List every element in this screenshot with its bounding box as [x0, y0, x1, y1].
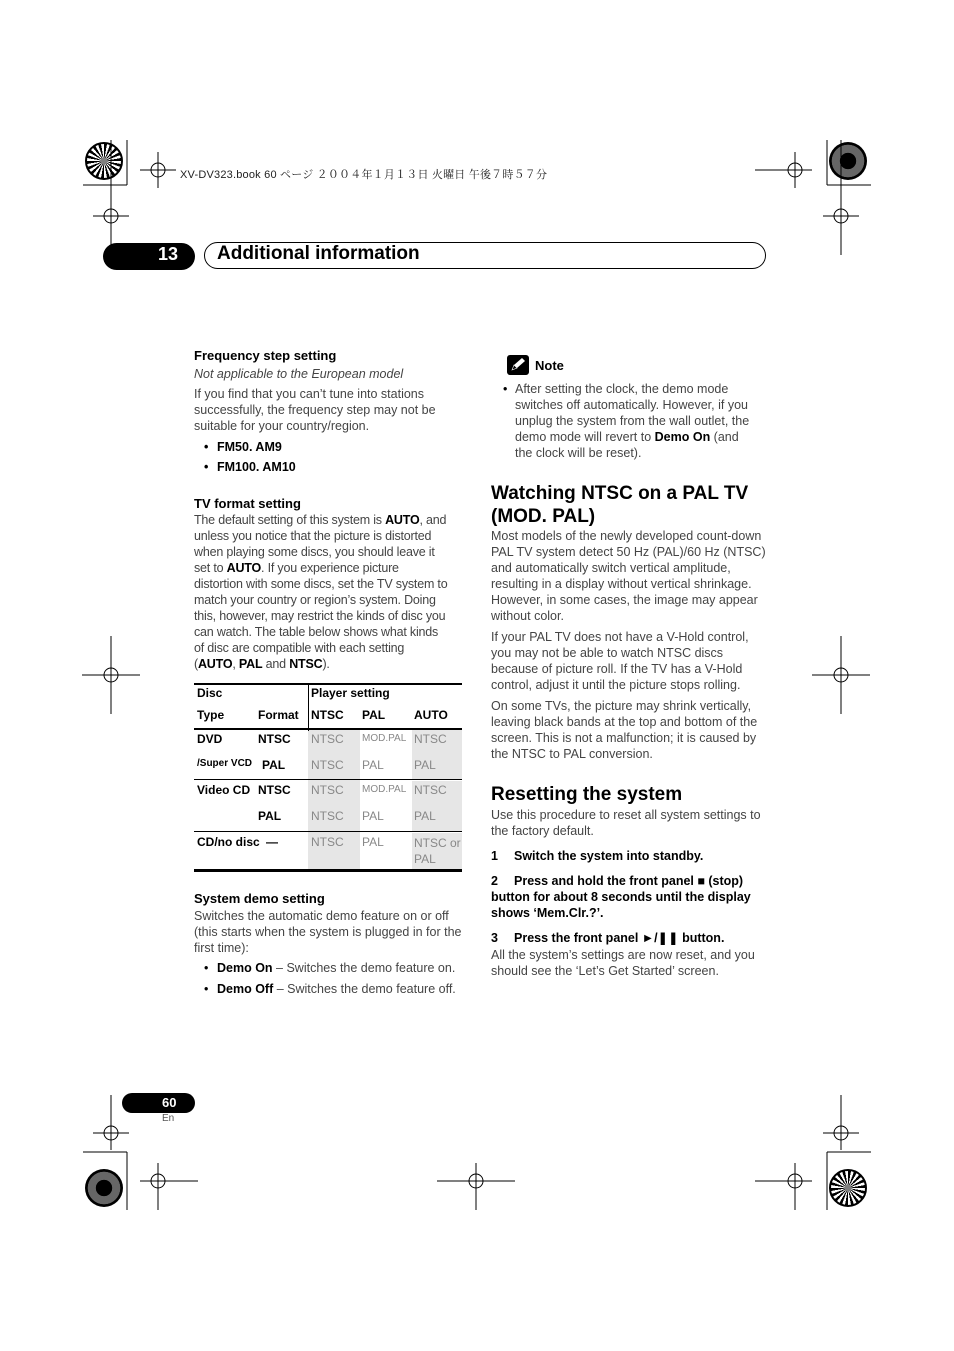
text-line: The default setting of this system is AUTO, and — [194, 513, 447, 527]
text-line: when playing some discs, you should leave it — [194, 545, 435, 559]
reset-intro: Use this procedure to reset all system settings to the factory default. — [491, 808, 761, 838]
cell-pal: MOD.PAL — [362, 784, 407, 795]
cell-ntsc: NTSC — [311, 835, 344, 849]
step-text: Press the front panel ►/❚❚ button. — [514, 931, 725, 945]
cell-format: PAL — [262, 758, 286, 772]
frequency-option: • FM100. AM10 — [204, 460, 296, 474]
registration-target-icon — [85, 142, 123, 180]
reset-step — [491, 873, 767, 921]
demo-body: Switches the automatic demo feature on or off (this starts when the system is plugged in for the first time): — [194, 909, 462, 955]
col-format: Format — [258, 708, 299, 722]
page-number: 60 — [162, 1095, 177, 1110]
step-number: 2 — [491, 874, 498, 888]
cell-format: NTSC — [258, 783, 291, 797]
cell-pal: PAL — [362, 835, 384, 849]
registration-target-icon — [85, 1169, 123, 1207]
text-line: (AUTO, PAL and NTSC). — [194, 657, 330, 671]
col-auto: AUTO — [414, 708, 448, 722]
cell-type: /Super VCD — [197, 758, 253, 769]
text-line: distortion with some discs, set the TV system to — [194, 577, 448, 591]
file-header: XV-DV323.book 60 ページ ２００４年１月１３日 火曜日 午後７時５７分 — [180, 169, 548, 181]
col-type: Type — [197, 708, 225, 722]
text-line: unless you notice that the picture is distorted — [194, 529, 432, 543]
note-title: Note — [535, 358, 564, 373]
text-line: of disc are compatible with each setting — [194, 641, 405, 655]
cell-ntsc: NTSC — [311, 783, 344, 797]
cell-type: DVD — [197, 732, 223, 746]
chapter-title: Additional information — [217, 243, 420, 264]
reset-outro: All the system’s settings are now reset, and you should see the ‘Let’s Get Started’ screen. — [491, 948, 755, 978]
tv-format-body — [194, 512, 470, 672]
frequency-body: If you find that you can’t tune into stations successfully, the frequency step may not be suitable for your country/region. — [194, 387, 436, 433]
note-bullet: • — [503, 382, 508, 396]
cell-type: CD/no disc — [197, 835, 260, 849]
cell-format: NTSC — [258, 732, 291, 746]
col-player-setting: Player setting — [311, 686, 390, 700]
cell-auto: NTSC — [414, 732, 447, 746]
chapter-number: 13 — [158, 244, 179, 264]
ntsc-pal-p1: Most models of the newly developed count-down PAL TV system detect 50 Hz (PAL)/60 Hz (NTSC) and automatically switch vertical amplitude, resulting in a display without vertical shrinkage. However, in some cases, the image may appear without color. — [491, 529, 766, 623]
cell-format: PAL — [258, 809, 282, 823]
step-text: Switch the system into standby. — [514, 849, 704, 863]
step-number: 1 — [491, 849, 498, 863]
note-body — [515, 381, 770, 461]
col-ntsc: NTSC — [311, 708, 344, 722]
cell-ntsc: NTSC — [311, 758, 344, 772]
demo-item-label: Demo On — [217, 961, 273, 975]
frequency-option-label: FM100. AM10 — [217, 460, 296, 474]
cell-type: Video CD — [197, 783, 251, 797]
text-line: After setting the clock, the demo mode — [515, 382, 729, 396]
cell-ntsc: NTSC — [311, 809, 344, 823]
registration-target-icon — [829, 1169, 867, 1207]
frequency-option: • FM50. AM9 — [204, 440, 282, 454]
cell-auto: PAL — [414, 758, 436, 772]
demo-item-desc: – Switches the demo feature off. — [273, 982, 456, 996]
tv-format-table — [194, 683, 462, 873]
reset-step — [491, 848, 767, 864]
cell-pal: PAL — [362, 758, 384, 772]
cell-auto: PAL — [414, 809, 436, 823]
demo-heading: System demo setting — [194, 891, 325, 906]
ntsc-pal-heading-line: Watching NTSC on a PAL TV — [491, 483, 749, 504]
cell-auto: NTSC — [414, 783, 447, 797]
col-disc: Disc — [197, 686, 223, 700]
step-number: 3 — [491, 931, 498, 945]
registration-target-icon — [829, 142, 867, 180]
cell-auto: NTSC or PAL — [414, 836, 461, 866]
ntsc-pal-heading-line: (MOD. PAL) — [491, 506, 596, 527]
cell-ntsc: NTSC — [311, 732, 344, 746]
frequency-heading: Frequency step setting — [194, 348, 337, 363]
text-line: can watch. The table below shows what kinds — [194, 625, 439, 639]
page-language: En — [162, 1113, 175, 1124]
ntsc-pal-heading — [491, 482, 767, 528]
text-line: match your country or region’s system. Doing — [194, 593, 436, 607]
tv-format-heading: TV format setting — [194, 496, 301, 511]
demo-item-desc: – Switches the demo feature on. — [272, 961, 456, 975]
cell-format: — — [266, 835, 278, 849]
ntsc-pal-p2: If your PAL TV does not have a V-Hold control, you may not be able to watch NTSC discs because of picture roll. If the TV has a V-Hold control, adjust it until the picture stops rolling. — [491, 630, 749, 692]
frequency-option-label: FM50. AM9 — [217, 440, 282, 454]
text-line: demo mode will revert to Demo On (and — [515, 430, 739, 444]
chapter-badge — [103, 243, 195, 270]
demo-item-label: Demo Off — [217, 982, 274, 996]
demo-item: • Demo On – Switches the demo feature on. — [204, 961, 456, 975]
ntsc-pal-p3: On some TVs, the picture may shrink vertically, leaving black bands at the top and bottom of the screen. This is not a malfunction; it is caused by the NTSC to PAL conversion. — [491, 699, 758, 761]
frequency-note: Not applicable to the European model — [194, 367, 404, 381]
text-line: unplug the system from the wall outlet, the — [515, 414, 750, 428]
note-pencil-icon — [507, 355, 529, 375]
reset-step — [491, 930, 767, 946]
page-number-badge — [122, 1093, 195, 1113]
text-line: the clock will be reset). — [515, 446, 642, 460]
col-pal: PAL — [362, 708, 386, 722]
text-line: this, however, may restrict the kinds of disc you — [194, 609, 446, 623]
text-line: switches off automatically. However, if you — [515, 398, 748, 412]
cell-pal: MOD.PAL — [362, 733, 407, 744]
reset-heading: Resetting the system — [491, 784, 683, 805]
cell-pal: PAL — [362, 809, 384, 823]
step-text: Press and hold the front panel ■ (stop) button for about 8 seconds until the display shows ‘Mem.Clr.?’. — [491, 874, 751, 920]
text-line: set to AUTO. If you experience picture — [194, 561, 399, 575]
demo-item: • Demo Off – Switches the demo feature off. — [204, 982, 456, 996]
